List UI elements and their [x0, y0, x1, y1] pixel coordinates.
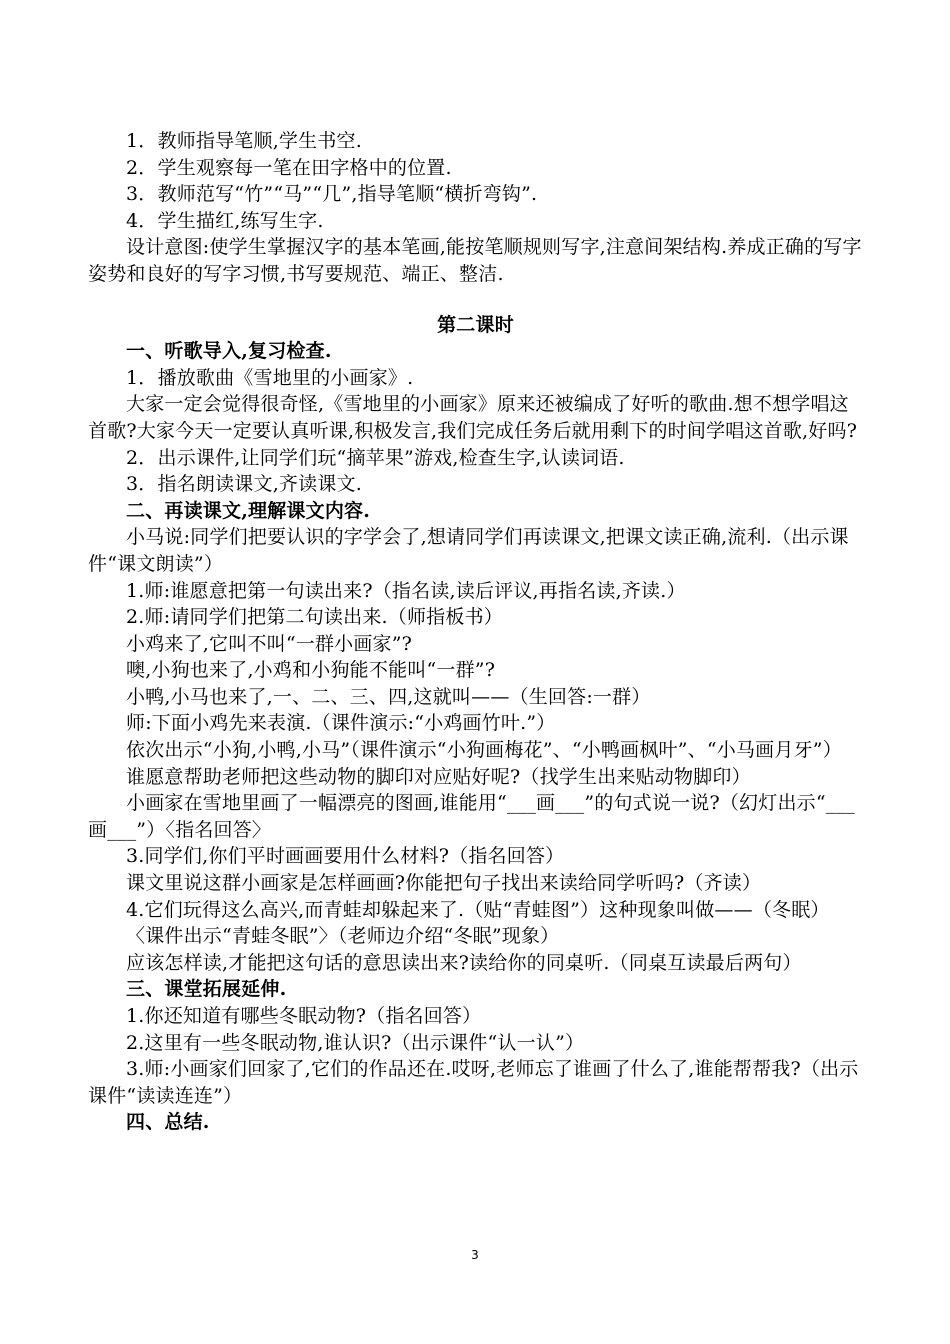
- paragraph: 课文里说这群小画家是怎样画画?你能把句子找出来读给同学听吗?（齐读）: [126, 872, 762, 895]
- section-heading-4: 四、总结.: [126, 1111, 210, 1134]
- paragraph-step-4: 4．学生描红,练写生字.: [126, 209, 324, 232]
- paragraph: 谁愿意帮助老师把这些动物的脚印对应贴好呢?（找学生出来贴动物脚印）: [126, 765, 751, 788]
- paragraph-step-1: 1．教师指导笔顺,学生书空.: [126, 130, 362, 152]
- paragraph-step-3: 3．教师范写“竹”“马”“几”,指导笔顺“横折弯钩”.: [126, 183, 538, 206]
- paragraph: 3．指名朗读课文,齐读课文.: [126, 473, 362, 496]
- paragraph: 1.你还知道有哪些冬眠动物?（指名回答）: [126, 1005, 482, 1027]
- section-heading-1: 一、听歌导入,复习检查.: [126, 340, 332, 363]
- paragraph: 小画家在雪地里画了一幅漂亮的图画,谁能用“___画___”的句式说一说?（幻灯出示“___画___”）〈指名回答〉: [88, 792, 855, 841]
- section-heading-2: 二、再读课文,理解课文内容.: [126, 499, 371, 522]
- spacer: [88, 288, 863, 312]
- paragraph: 2．出示课件,让同学们玩“摘苹果”游戏,检查生字,认读词语.: [126, 446, 625, 469]
- paragraph: 依次出示“小狗,小鸭,小马”（课件演示“小狗画梅花”、“小鸭画枫叶”、“小马画月牙”）: [126, 739, 842, 762]
- paragraph-step-2: 2．学生观察每一笔在田字格中的位置.: [126, 156, 452, 179]
- paragraph: 大家一定会觉得很奇怪,《雪地里的小画家》原来还被编成了好听的歌曲.想不想学唱这首歌?大家今天一定要认真听课,积极发言,我们完成任务后就用剩下的时间学唱这首歌,好吗?: [88, 393, 858, 442]
- paragraph: 〈课件出示“青蛙冬眠”〉（老师边介绍“冬眠”现象）: [126, 925, 560, 948]
- paragraph: 2.师:请同学们把第二句读出来.（师指板书）: [126, 606, 503, 629]
- paragraph: 3.师:小画家们回家了,它们的作品还在.哎呀,老师忘了谁画了什么了,谁能帮帮我?（出示课件“读读连连”）: [88, 1058, 859, 1107]
- paragraph: 小马说:同学们把要认识的字学会了,想请同学们再读课文,把课文读正确,流利.（出示课件“课文朗读”）: [88, 526, 849, 575]
- page-number: 3: [471, 1248, 479, 1262]
- paragraph: 3.同学们,你们平时画画要用什么材料?（指名回答）: [126, 845, 565, 868]
- paragraph-design-intent: 设计意图:使学生掌握汉字的基本笔画,能按笔顺规则写字,注意间架结构.养成正确的写字姿势和良好的写字习惯,书写要规范、端正、整洁.: [88, 236, 862, 285]
- paragraph: 噢,小狗也来了,小鸡和小狗能不能叫“一群”?: [126, 659, 496, 682]
- paragraph: 4.它们玩得这么高兴,而青蛙却躲起来了.（贴“青蛙图”）这种现象叫做——（冬眠）: [126, 898, 830, 921]
- paragraph: 应该怎样读,才能把这句话的意思读出来?读给你的同桌听.（同桌互读最后两句）: [126, 951, 802, 974]
- paragraph: 小鸭,小马也来了,一、二、三、四,这就叫——（生回答:一群）: [126, 685, 651, 708]
- document-body: [88, 128, 863, 1136]
- section-heading-3: 三、课堂拓展延伸.: [126, 978, 287, 1001]
- paragraph: 2.这里有一些冬眠动物,谁认识?（出示课件“认一认”）: [126, 1031, 585, 1054]
- paragraph: 小鸡来了,它叫不叫“一群小画家”?: [126, 632, 413, 655]
- lesson-title: 第二课时: [437, 313, 514, 336]
- paragraph: 1．播放歌曲《雪地里的小画家》.: [126, 366, 414, 389]
- paragraph: 师:下面小鸡先来表演.（课件演示:“小鸡画竹叶.”）: [126, 712, 556, 735]
- paragraph: 1.师:谁愿意把第一句读出来?（指名读,读后评议,再指名读,齐读.）: [126, 579, 686, 602]
